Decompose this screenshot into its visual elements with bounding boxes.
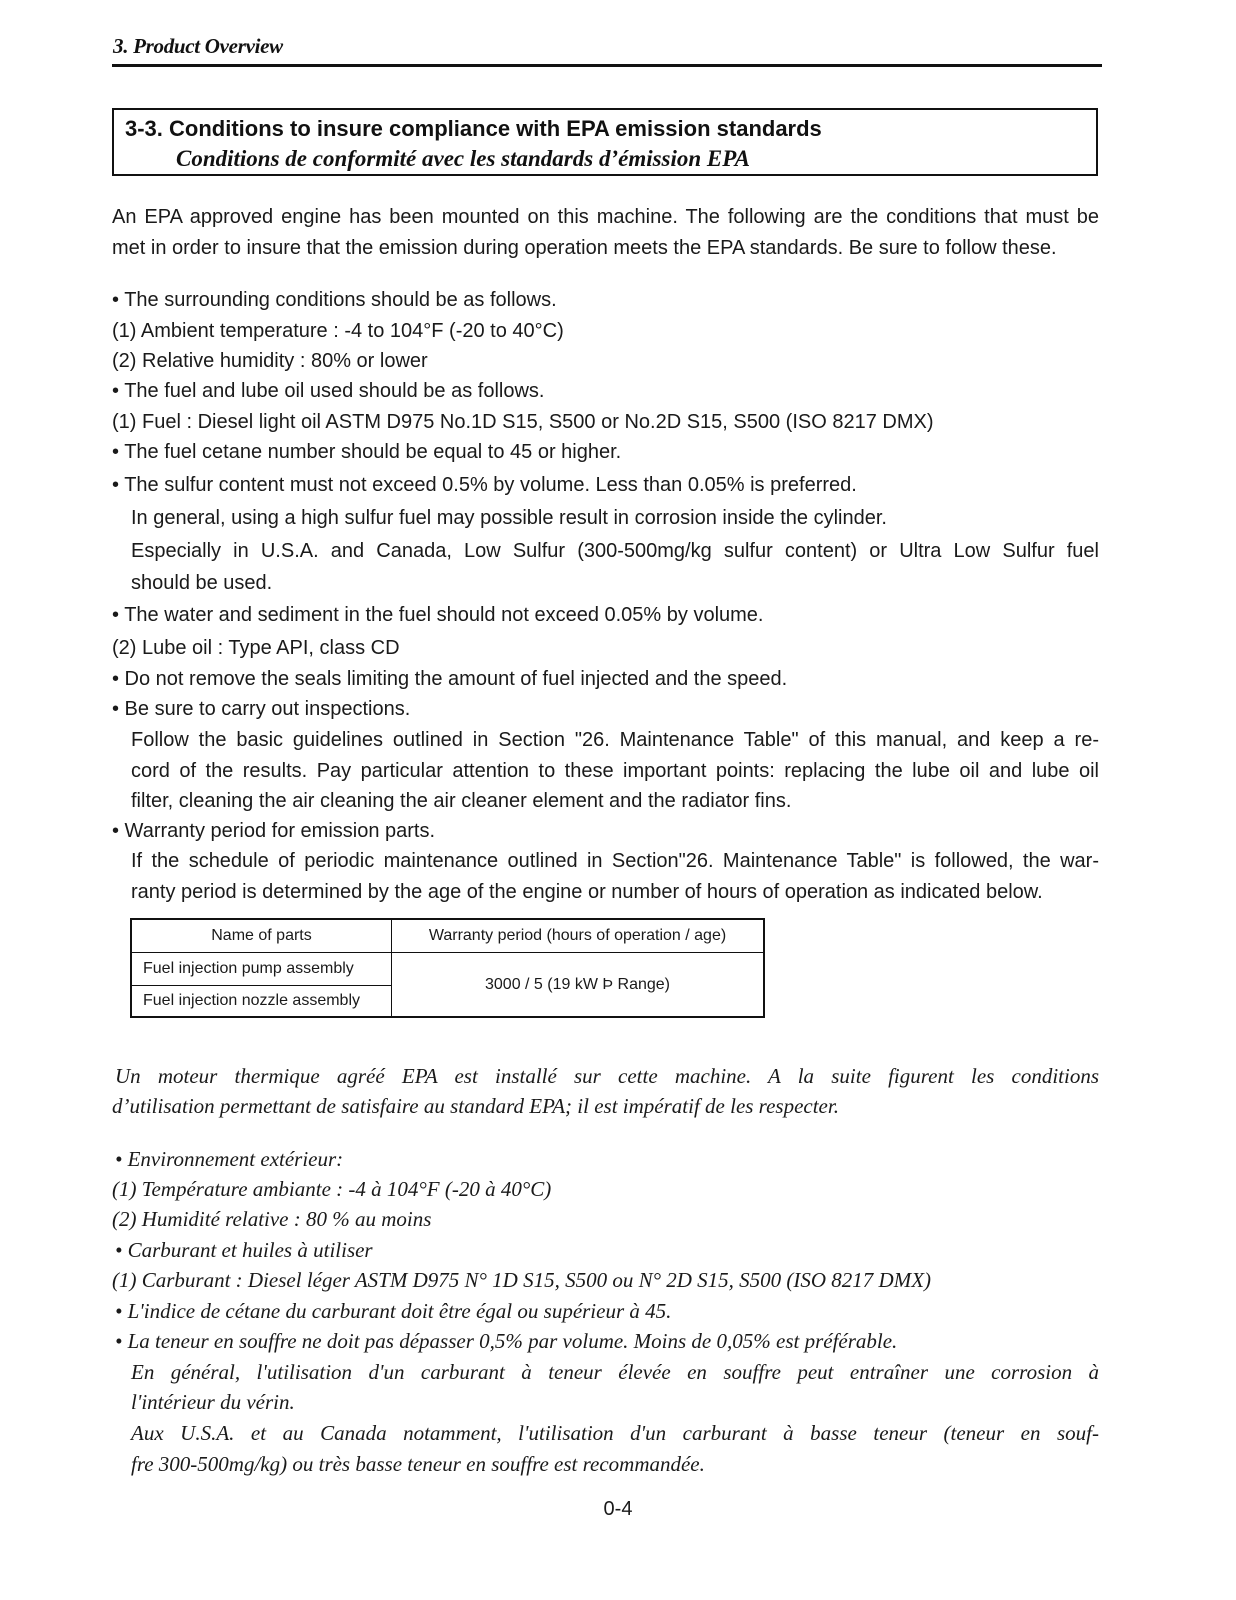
table-cell-part: Fuel injection pump assembly	[143, 960, 354, 977]
table-cell-period: 3000 / 5 (19 kW Þ Range)	[485, 976, 670, 993]
list-item: (2) Relative humidity : 80% or lower	[112, 350, 428, 372]
page-number: 0-4	[603, 1498, 633, 1520]
list-item: • Carburant et huiles à utiliser	[115, 1238, 373, 1262]
running-header: 3. Product Overview	[113, 34, 283, 58]
warranty-table	[130, 918, 765, 1018]
list-item: • The sulfur content must not exceed 0.5% by volume. Less than 0.05% is preferred.	[112, 474, 857, 496]
section-title-en: 3-3. Conditions to insure compliance with EPA emission standards	[125, 116, 822, 141]
list-item-continuation: fre 300-500mg/kg) ou très basse teneur en souffre est recommandée.	[131, 1452, 705, 1476]
list-item: • Environnement extérieur:	[115, 1147, 344, 1171]
list-item: (2) Lube oil : Type API, class CD	[112, 637, 400, 659]
intro-en-line-1: An EPA approved engine has been mounted on this machine. The following are the conditions that must be	[112, 206, 1099, 228]
list-item-continuation: ranty period is determined by the age of the engine or number of hours of operation as indicated below.	[131, 881, 1043, 903]
list-item: • Do not remove the seals limiting the amount of fuel injected and the speed.	[112, 668, 788, 690]
list-item-continuation: If the schedule of periodic maintenance outlined in Section"26. Maintenance Table" is followed, the war-	[131, 850, 1099, 872]
list-item-continuation: In general, using a high sulfur fuel may possible result in corrosion inside the cylinder.	[131, 507, 887, 529]
list-item: • La teneur en souffre ne doit pas dépasser 0,5% par volume. Moins de 0,05% est préférable.	[115, 1329, 898, 1353]
table-header-cell: Name of parts	[211, 927, 312, 944]
list-item-continuation: should be used.	[131, 572, 273, 594]
list-item: • Be sure to carry out inspections.	[112, 698, 411, 720]
list-item-continuation: Aux U.S.A. et au Canada notamment, l'utilisation d'un carburant à basse teneur (teneur en souf-	[131, 1421, 1099, 1445]
list-item-continuation: Follow the basic guidelines outlined in Section "26. Maintenance Table" of this manual, and keep a re-	[131, 729, 1099, 751]
list-item: • The fuel and lube oil used should be as follows.	[112, 380, 545, 402]
list-item-continuation: l'intérieur du vérin.	[131, 1390, 295, 1414]
table-divider	[132, 985, 391, 986]
list-item: • The water and sediment in the fuel should not exceed 0.05% by volume.	[112, 604, 764, 626]
list-item: (1) Fuel : Diesel light oil ASTM D975 No.1D S15, S500 or No.2D S15, S500 (ISO 8217 DMX)	[112, 411, 934, 433]
list-item: • L'indice de cétane du carburant doit être égal ou supérieur à 45.	[115, 1299, 672, 1323]
list-item-continuation: filter, cleaning the air cleaning the air cleaner element and the radiator fins.	[131, 790, 792, 812]
list-item: • The surrounding conditions should be as follows.	[112, 289, 557, 311]
intro-fr-line-1: Un moteur thermique agréé EPA est installé sur cette machine. A la suite figurent les conditions	[115, 1064, 1099, 1088]
section-title-box	[112, 108, 1098, 176]
list-item-continuation: cord of the results. Pay particular attention to these important points: replacing the lube oil and lube oil	[131, 760, 1099, 782]
list-item-continuation: Especially in U.S.A. and Canada, Low Sulfur (300-500mg/kg sulfur content) or Ultra Low Sulfur fuel	[131, 540, 1099, 562]
section-title-fr: Conditions de conformité avec les standards d’émission EPA	[176, 146, 750, 171]
intro-en-line-2: met in order to insure that the emission during operation meets the EPA standards. Be sure to follow these.	[112, 237, 1057, 259]
table-header-cell: Warranty period (hours of operation / age)	[428, 927, 727, 944]
list-item: (1) Ambient temperature : -4 to 104°F (-20 to 40°C)	[112, 320, 564, 342]
table-divider	[132, 952, 763, 953]
table-cell-part: Fuel injection nozzle assembly	[143, 992, 360, 1009]
list-item: (2) Humidité relative : 80 % au moins	[112, 1207, 432, 1231]
list-item: (1) Température ambiante : -4 à 104°F (-20 à 40°C)	[112, 1177, 552, 1201]
intro-fr-line-2: d’utilisation permettant de satisfaire au standard EPA; il est impératif de les respecter.	[112, 1094, 839, 1118]
list-item: • Warranty period for emission parts.	[112, 820, 436, 842]
list-item: • The fuel cetane number should be equal to 45 or higher.	[112, 441, 622, 463]
list-item: (1) Carburant : Diesel léger ASTM D975 N° 1D S15, S500 ou N° 2D S15, S500 (ISO 8217 DMX)	[112, 1268, 932, 1292]
header-rule	[112, 64, 1102, 67]
list-item-continuation: En général, l'utilisation d'un carburant à teneur élevée en souffre peut entraîner une corrosion à	[131, 1360, 1099, 1384]
